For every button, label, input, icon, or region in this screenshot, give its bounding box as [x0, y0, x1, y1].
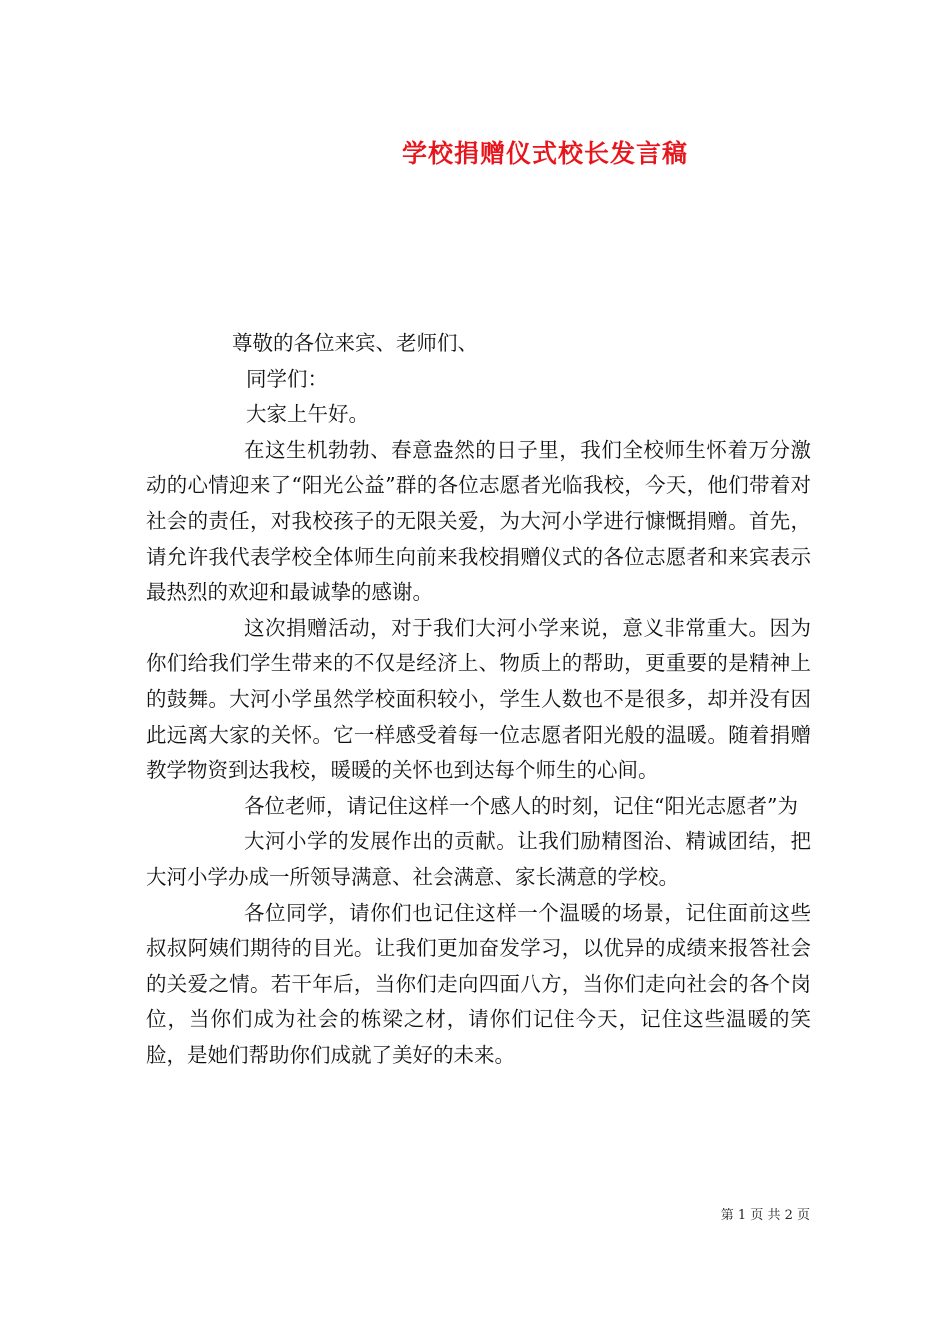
greeting-line: 大家上午好。	[246, 402, 369, 427]
document-title: 学校捐赠仪式校长发言稿	[401, 139, 688, 168]
paragraph-1: 在这生机勃勃、春意盎然的日子里，我们全校师生怀着万分激动的心情迎来了“阳光公益”群的各位志愿者光临我校，今天，他们带着对社会的责任，对我校孩子的无限关爱，为大河小学进行慷慨捐赠。首先，请允许我代表学校全体师生向前来我校捐赠仪式的各位志愿者和来宾表示最热烈的欢迎和最诚挚的感谢。	[146, 437, 811, 605]
salutation-students: 同学们：	[246, 366, 328, 391]
paragraph-3: 各位老师，请记住这样一个感人的时刻，记住“阳光志愿者”为	[244, 793, 798, 818]
page-number-footer: 第 1 页 共 2 页	[720, 1208, 810, 1223]
salutation-line: 尊敬的各位来宾、老师们、	[232, 331, 478, 355]
paragraph-5: 各位同学，请你们也记住这样一个温暖的场景，记住面前这些叔叔阿姨们期待的目光。让我们更加奋发学习，以优异的成绩来报答社会的关爱之情。若干年后，当你们走向四面八方，当你们走向社会的各个岗位，当你们成为社会的栋梁之材，请你们记住今天，记住这些温暖的笑脸，是她们帮助你们成就了美好的未来。	[146, 900, 811, 1067]
document-body	[146, 326, 811, 1073]
paragraph-4: 大河小学的发展作出的贡献。让我们励精图治、精诚团结，把大河小学办成一所领导满意、社会满意、家长满意的学校。	[146, 829, 811, 889]
paragraph-2: 这次捐赠活动，对于我们大河小学来说，意义非常重大。因为你们给我们学生带来的不仅是经济上、物质上的帮助，更重要的是精神上的鼓舞。大河小学虽然学校面积较小，学生人数也不是很多，却并没有因此远离大家的关怀。它一样感受着每一位志愿者阳光般的温暖。随着捐赠教学物资到达我校，暖暖的关怀也到达每个师生的心间。	[146, 615, 811, 783]
